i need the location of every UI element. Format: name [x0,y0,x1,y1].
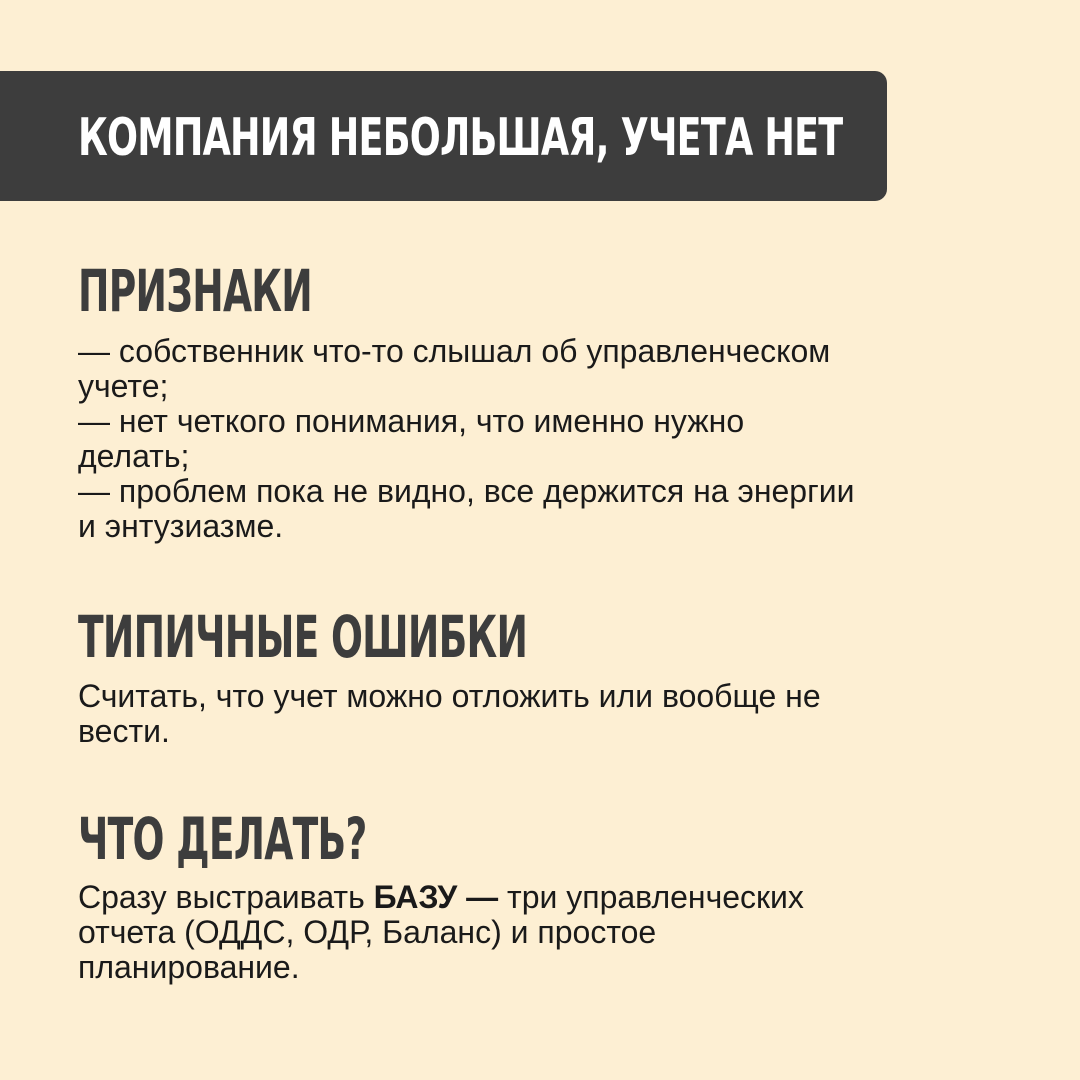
todo-bold-base: БАЗУ — [373,879,499,915]
todo-prefix: Сразу выстраивать [78,879,374,915]
signs-line: — нет четкого понимания, что именно нужно [78,403,745,439]
page-title: КОМПАНИЯ НЕБОЛЬШАЯ, УЧЕТА НЕТ [78,108,843,168]
signs-list [78,334,978,544]
errors-line: Считать, что учет можно отложить или вообще не [78,678,821,714]
todo-line [78,880,978,915]
title-banner [0,71,887,201]
signs-line: учете; [78,368,169,404]
section-heading-todo: ЧТО ДЕЛАТЬ? [78,805,367,873]
signs-line: — собственник что-то слышал об управленческом [78,333,831,369]
signs-line: делать; [78,438,190,474]
todo-text [78,880,978,985]
signs-line: — проблем пока не видно, все держится на энергии [78,473,855,509]
todo-suffix: три управленческих [498,879,804,915]
errors-line: вести. [78,713,170,749]
signs-line: и энтузиазме. [78,508,284,544]
todo-line: планирование. [78,949,300,985]
section-heading-signs: ПРИЗНАКИ [78,257,313,325]
todo-line: отчета (ОДДС, ОДР, Баланс) и простое [78,914,657,950]
section-heading-errors: ТИПИЧНЫЕ ОШИБКИ [78,603,528,671]
errors-text [78,679,978,749]
